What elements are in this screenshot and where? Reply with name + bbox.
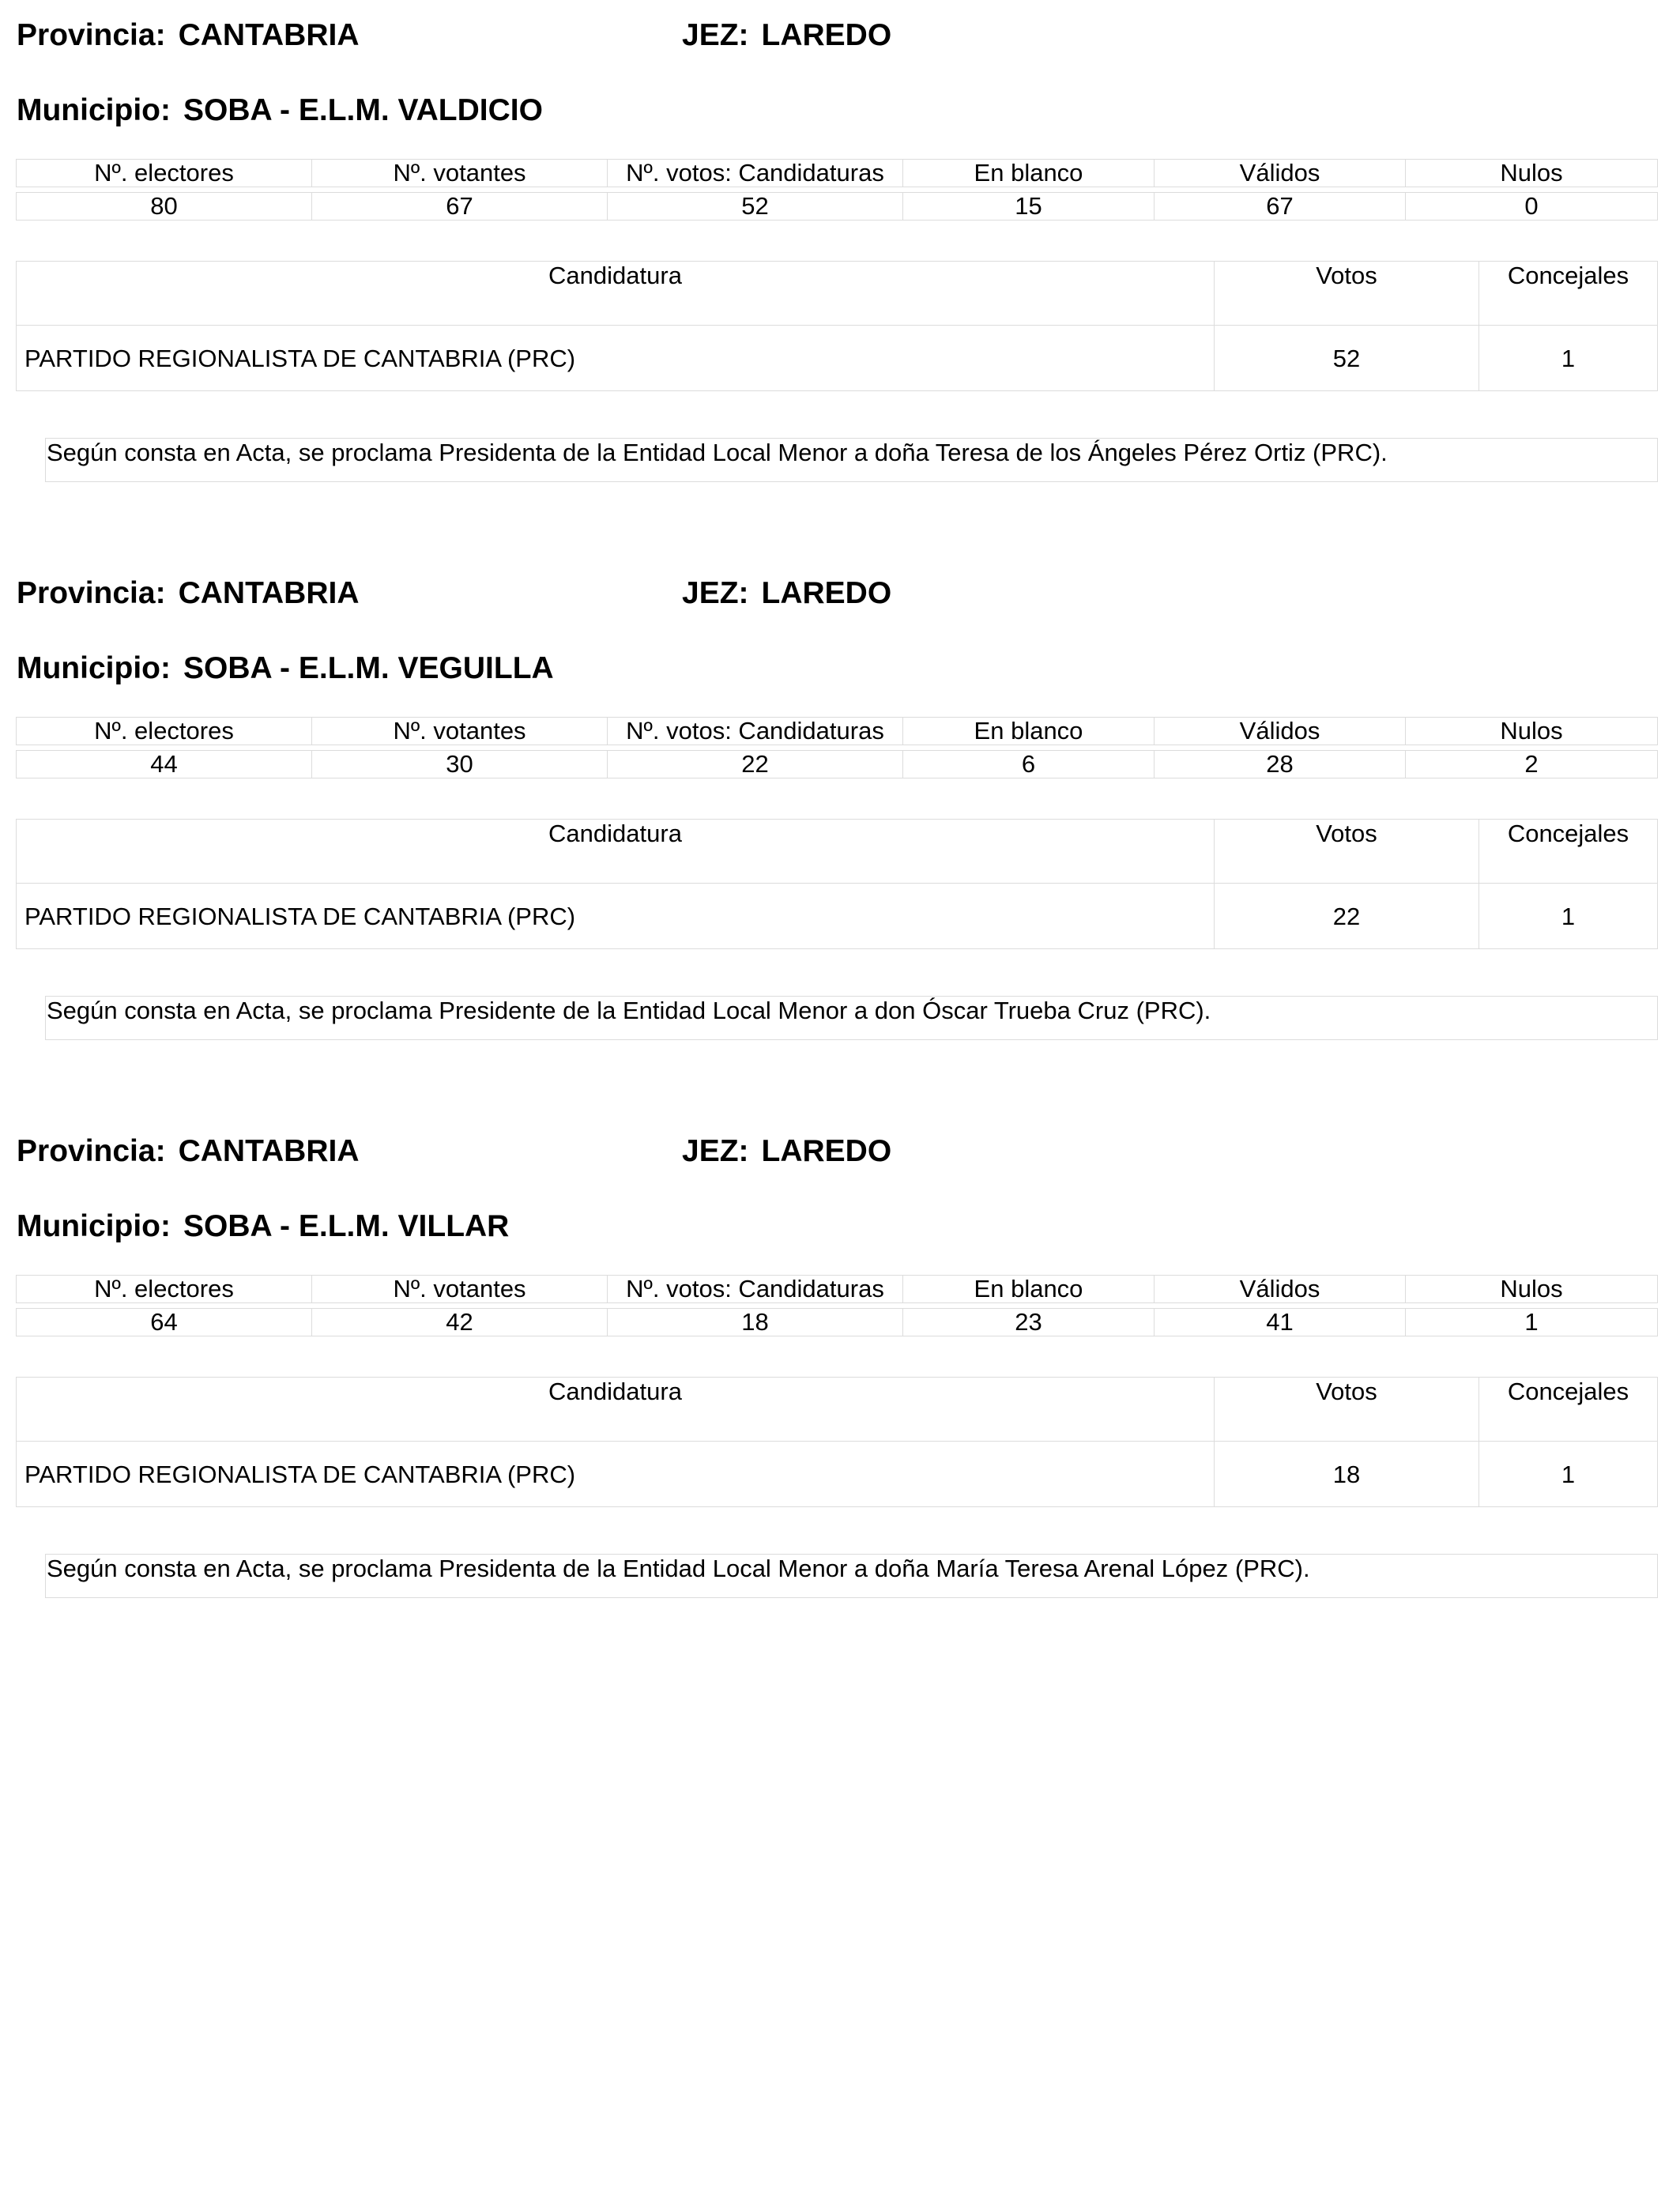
- header-electores: Nº. electores: [16, 717, 312, 745]
- election-section: [0, 0, 1680, 490]
- header-en-blanco: En blanco: [902, 1275, 1155, 1303]
- value-en-blanco: 23: [902, 1308, 1155, 1336]
- value-votantes: 42: [311, 1308, 608, 1336]
- value-votos-candidaturas: 18: [607, 1308, 903, 1336]
- provincia-heading: Provincia: CANTABRIA: [17, 576, 360, 610]
- header-votos-candidaturas: Nº. votos: Candidaturas: [607, 717, 903, 745]
- header-nulos: Nulos: [1405, 717, 1658, 745]
- header-candidatura: Candidatura: [16, 819, 1215, 884]
- candidatura-name: PARTIDO REGIONALISTA DE CANTABRIA (PRC): [16, 1441, 1215, 1507]
- acta-proclamation: Según consta en Acta, se proclama Presidenta de la Entidad Local Menor a doña Teresa de los Ángeles Pérez Ortiz (PRC).: [45, 438, 1658, 482]
- candidatura-votos: 22: [1214, 883, 1479, 949]
- header-nulos: Nulos: [1405, 1275, 1658, 1303]
- header-electores: Nº. electores: [16, 1275, 312, 1303]
- value-validos: 41: [1154, 1308, 1406, 1336]
- provincia-value: CANTABRIA: [178, 1134, 360, 1168]
- header-votos: Votos: [1214, 819, 1479, 884]
- candidatura-votos: 52: [1214, 325, 1479, 391]
- stats-table: [16, 1275, 1658, 1336]
- value-electores: 64: [16, 1308, 312, 1336]
- table-row: [16, 325, 1658, 390]
- jez-value: LAREDO: [761, 576, 892, 610]
- municipio-heading: Municipio: SOBA - E.L.M. VALDICIO: [17, 93, 543, 127]
- value-electores: 80: [16, 192, 312, 221]
- value-votantes: 67: [311, 192, 608, 221]
- provincia-value: CANTABRIA: [178, 576, 360, 610]
- provincia-heading: Provincia: CANTABRIA: [17, 1134, 360, 1168]
- header-concejales: Concejales: [1478, 819, 1658, 884]
- candidatura-header-row: [16, 261, 1658, 325]
- provincia-value: CANTABRIA: [178, 18, 360, 52]
- value-electores: 44: [16, 750, 312, 778]
- municipio-heading: Municipio: SOBA - E.L.M. VILLAR: [17, 1209, 510, 1243]
- election-section: [0, 558, 1680, 1048]
- value-nulos: 0: [1405, 192, 1658, 221]
- header-validos: Válidos: [1154, 717, 1406, 745]
- value-en-blanco: 15: [902, 192, 1155, 221]
- candidatura-header-row: [16, 819, 1658, 883]
- header-votos-candidaturas: Nº. votos: Candidaturas: [607, 159, 903, 187]
- header-votos: Votos: [1214, 1377, 1479, 1442]
- stats-value-row: [16, 1308, 1658, 1336]
- header-concejales: Concejales: [1478, 261, 1658, 326]
- header-validos: Válidos: [1154, 1275, 1406, 1303]
- header-votantes: Nº. votantes: [311, 717, 608, 745]
- table-row: [16, 883, 1658, 948]
- municipio-value: SOBA - E.L.M. VALDICIO: [183, 93, 543, 127]
- header-votos: Votos: [1214, 261, 1479, 326]
- header-en-blanco: En blanco: [902, 717, 1155, 745]
- value-validos: 28: [1154, 750, 1406, 778]
- table-row: [16, 1441, 1658, 1506]
- candidatura-concejales: 1: [1478, 883, 1658, 949]
- candidatura-table: [16, 819, 1658, 948]
- acta-proclamation: Según consta en Acta, se proclama Presidente de la Entidad Local Menor a don Óscar Trueba Cruz (PRC).: [45, 996, 1658, 1040]
- municipio-value: SOBA - E.L.M. VILLAR: [183, 1209, 510, 1243]
- jez-heading: JEZ: LAREDO: [682, 576, 892, 610]
- value-votos-candidaturas: 52: [607, 192, 903, 221]
- candidatura-votos: 18: [1214, 1441, 1479, 1507]
- candidatura-concejales: 1: [1478, 1441, 1658, 1507]
- header-votantes: Nº. votantes: [311, 1275, 608, 1303]
- value-nulos: 1: [1405, 1308, 1658, 1336]
- header-nulos: Nulos: [1405, 159, 1658, 187]
- value-validos: 67: [1154, 192, 1406, 221]
- stats-table: [16, 717, 1658, 778]
- stats-header-row: [16, 717, 1658, 745]
- candidatura-header-row: [16, 1377, 1658, 1441]
- candidatura-name: PARTIDO REGIONALISTA DE CANTABRIA (PRC): [16, 325, 1215, 391]
- candidatura-concejales: 1: [1478, 325, 1658, 391]
- provincia-heading: Provincia: CANTABRIA: [17, 18, 360, 52]
- header-candidatura: Candidatura: [16, 1377, 1215, 1442]
- header-electores: Nº. electores: [16, 159, 312, 187]
- value-votantes: 30: [311, 750, 608, 778]
- header-validos: Válidos: [1154, 159, 1406, 187]
- candidatura-table: [16, 261, 1658, 390]
- header-votantes: Nº. votantes: [311, 159, 608, 187]
- municipio-value: SOBA - E.L.M. VEGUILLA: [183, 651, 554, 685]
- header-concejales: Concejales: [1478, 1377, 1658, 1442]
- jez-value: LAREDO: [761, 18, 892, 52]
- jez-value: LAREDO: [761, 1134, 892, 1168]
- election-section: [0, 1116, 1680, 1606]
- acta-proclamation: Según consta en Acta, se proclama Presidenta de la Entidad Local Menor a doña María Teresa Arenal López (PRC).: [45, 1554, 1658, 1598]
- value-nulos: 2: [1405, 750, 1658, 778]
- stats-table: [16, 159, 1658, 220]
- value-en-blanco: 6: [902, 750, 1155, 778]
- candidatura-name: PARTIDO REGIONALISTA DE CANTABRIA (PRC): [16, 883, 1215, 949]
- stats-value-row: [16, 750, 1658, 778]
- header-en-blanco: En blanco: [902, 159, 1155, 187]
- stats-value-row: [16, 192, 1658, 220]
- stats-header-row: [16, 159, 1658, 187]
- header-candidatura: Candidatura: [16, 261, 1215, 326]
- municipio-heading: Municipio: SOBA - E.L.M. VEGUILLA: [17, 651, 554, 685]
- value-votos-candidaturas: 22: [607, 750, 903, 778]
- candidatura-table: [16, 1377, 1658, 1506]
- header-votos-candidaturas: Nº. votos: Candidaturas: [607, 1275, 903, 1303]
- jez-heading: JEZ: LAREDO: [682, 1134, 892, 1168]
- stats-header-row: [16, 1275, 1658, 1302]
- jez-heading: JEZ: LAREDO: [682, 18, 892, 52]
